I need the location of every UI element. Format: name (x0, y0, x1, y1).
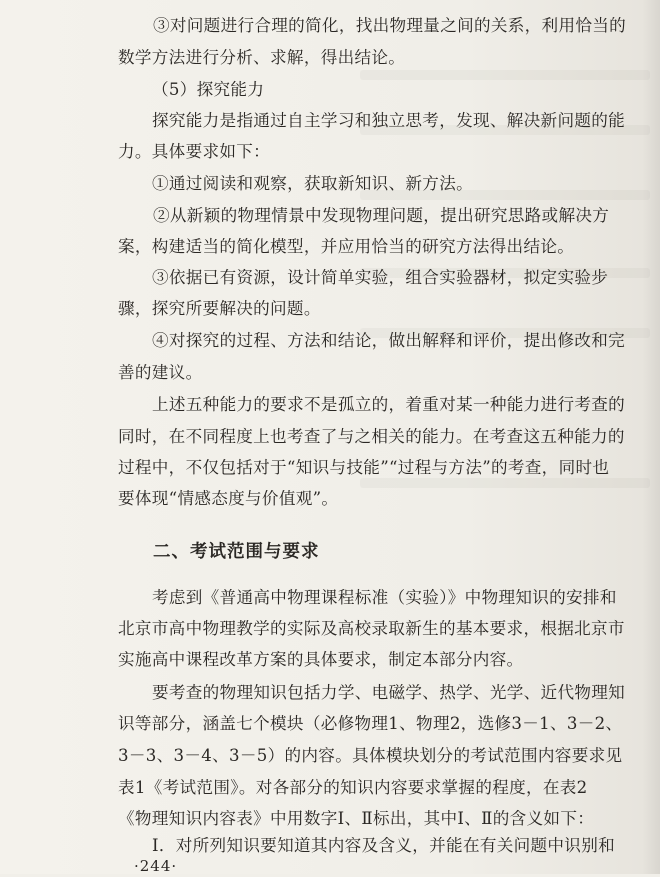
text-line: ③对问题进行合理的简化，找出物理量之间的关系，利用恰当的 (153, 16, 627, 35)
text-line: 3－3、3－4、3－5）的内容。具体模块划分的考试范围内容要求见 (118, 746, 623, 765)
text-line: 考虑到《普通高中物理课程标准（实验）》中物理知识的安排和 (152, 588, 617, 607)
text-line: 要考查的物理知识包括力学、电磁学、热学、光学、近代物理知 (152, 683, 626, 702)
page-number: ·244· (134, 857, 178, 875)
page-edge-shadow (642, 0, 660, 874)
text-line: （5）探究能力 (152, 80, 265, 99)
text-line: 《物理知识内容表》中用数字Ⅰ、Ⅱ标出，其中Ⅰ、Ⅱ的含义如下： (118, 809, 595, 828)
text-line: 过程中，不仅包括对于“知识与技能”“过程与方法”的考查，同时也 (118, 458, 610, 477)
text-line: 上述五种能力的要求不是孤立的，着重对某一种能力进行考查的 (152, 395, 626, 414)
text-line: 案，构建适当的简化模型，并应用恰当的研究方法得出结论。 (118, 237, 575, 256)
bleed-through-mark (360, 478, 650, 488)
text-line: 实施高中课程改革方案的具体要求，制定本部分内容。 (118, 650, 524, 669)
text-line: 数学方法进行分析、求解，得出结论。 (118, 48, 406, 67)
text-line: 同时，在不同程度上也考查了与之相关的能力。在考查这五种能力的 (118, 427, 625, 446)
text-line: 识等部分，涵盖七个模块（必修物理1、物理2，选修3－1、3－2、 (118, 714, 623, 733)
text-line: ④对探究的过程、方法和结论，做出解释和评价，提出修改和完 (152, 331, 626, 350)
text-line: 表1《考试范围》。对各部分的知识内容要求掌握的程度，在表2 (118, 778, 588, 797)
text-line: Ⅰ．对所列知识要知道其内容及含义，并能在有关问题中识别和 (152, 836, 615, 855)
bleed-through-mark (360, 70, 650, 80)
text-line: 探究能力是指通过自主学习和独立思考，发现、解决新问题的能 (152, 111, 626, 130)
text-line: 骤，探究所要解决的问题。 (118, 299, 321, 318)
text-line: ①通过阅读和观察，获取新知识、新方法。 (152, 174, 473, 193)
text-line: 善的建议。 (118, 363, 203, 382)
section-heading: 二、考试范围与要求 (153, 542, 320, 562)
text-line: ③依据已有资源，设计简单实验，组合实验器材，拟定实验步 (152, 268, 609, 287)
text-line: 力。具体要求如下： (118, 142, 271, 161)
text-line: 北京市高中物理教学的实际及高校录取新生的基本要求，根据北京市 (118, 619, 625, 638)
text-line: ②从新颖的物理情景中发现物理问题，提出研究思路或解决方 (153, 206, 610, 225)
text-line: 要体现“情感态度与价值观”。 (118, 489, 339, 508)
